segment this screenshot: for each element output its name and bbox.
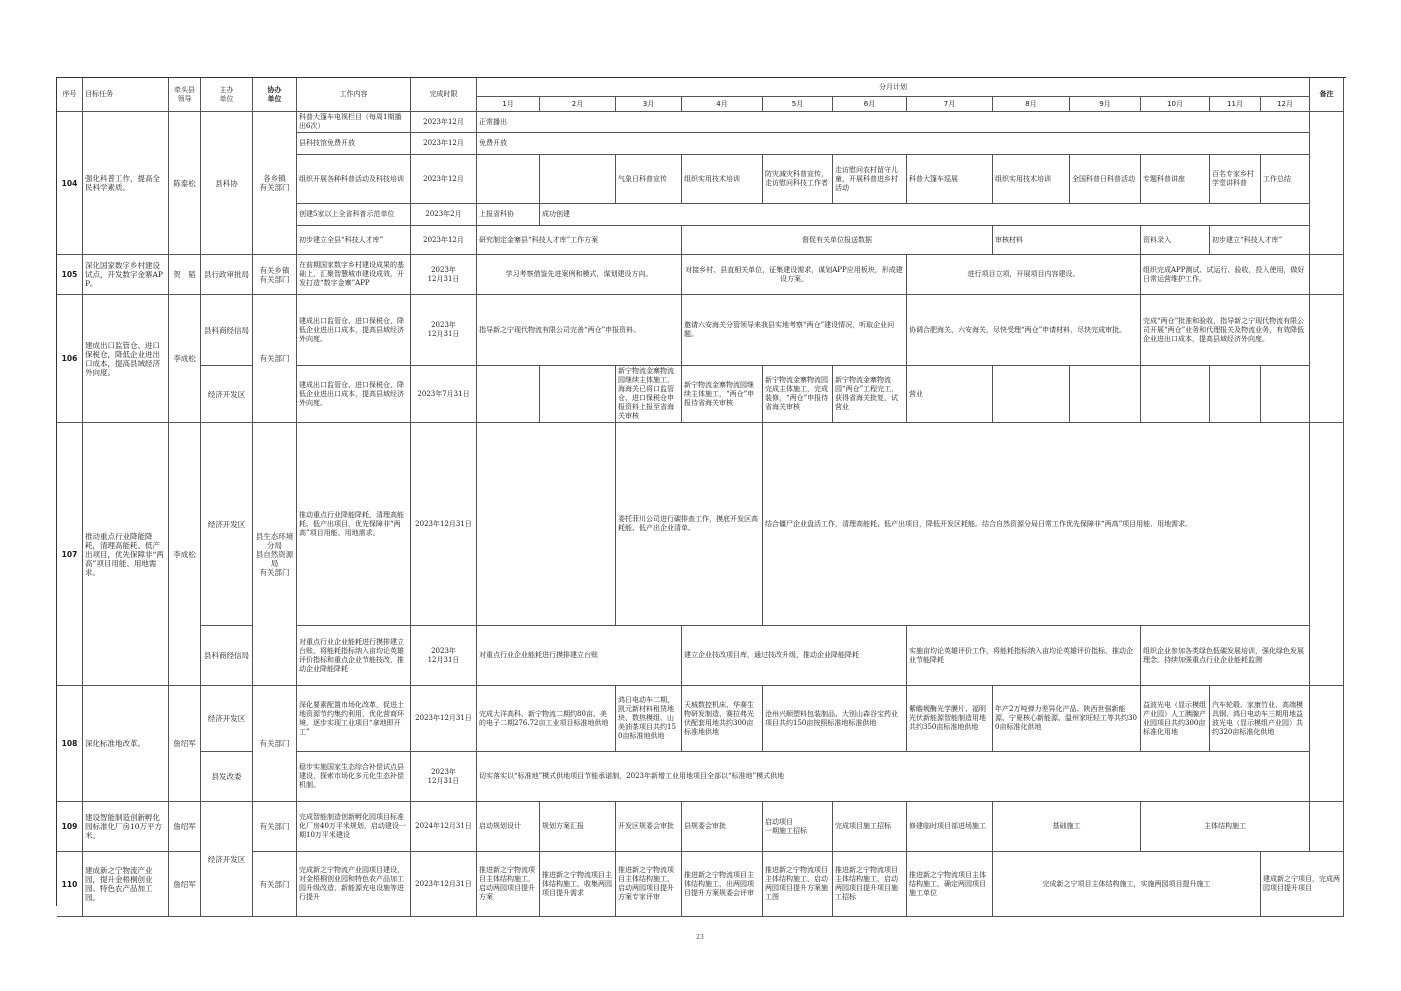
plan-cell: 年产2万吨弹力差异化产品、陕西世强新能源、宁夏核心新能源、温州家旺轻工等共约300亩标准化供地: [993, 686, 1141, 752]
deadline: 2023年12月: [411, 133, 477, 155]
plan-cell: 切实落实以“标准地”模式供地项目节能承诺制，2023年新增工业用地项目全部以“标准地”模式供地: [477, 752, 1310, 802]
deadline: 2024年12月31日: [411, 802, 477, 852]
assist-unit: 有关部门: [253, 686, 297, 802]
plan-cell: 对重点行业企业能耗进行摸排建立台账: [477, 626, 682, 686]
main-unit: 县科商经信局: [201, 295, 253, 366]
main-unit: 县科协: [201, 112, 253, 255]
header-month: 6月: [833, 97, 907, 112]
assist-unit: 有关部门: [253, 852, 297, 917]
plan-cell: 学习考察借鉴先进案例和模式，谋划建设方向。: [477, 255, 682, 295]
main-unit: 经济开发区: [201, 366, 253, 423]
main-unit: 经济开发区: [201, 802, 253, 917]
plan-cell: 推进新之宁物流项目主体结构施工，收集两园项目提升需求: [540, 852, 616, 917]
plan-cell: [993, 366, 1070, 423]
plan-cell: 汽车轮毂、家康竹业、高端模具钢、鸿日电动车三期用地益波光电（显示模组产业园）共约320亩标准化供地: [1210, 686, 1310, 752]
plan-cell: 推进新之宁物流项目主体结构施工，确定两园项目施工单位: [907, 852, 993, 917]
plan-cell: 营业: [907, 366, 993, 423]
remark-cell: [1310, 423, 1344, 686]
plan-cell: 结合僵尸企业盘活工作，清理高能耗、低产出项目，降低开发区耗能。结合自然资源分局日常工作优先保障非“两高”项目用能、用地需求。: [763, 423, 1310, 626]
header-month: 3月: [616, 97, 682, 112]
row-number: 105: [57, 255, 83, 295]
plan-cell: 走访慰问农村留守儿童，开展科普进乡村活动: [833, 155, 907, 204]
remark-cell: [1310, 686, 1344, 802]
header-seq: 序号: [57, 78, 83, 112]
plan-cell: 推进新之宁物流项目主体结构施工，启动两园项目提升项目施工招标: [833, 852, 907, 917]
deadline: 2023年12月31日: [411, 423, 477, 626]
row-number: 108: [57, 686, 83, 802]
plan-cell: 新宁物流金寨物流园“两仓”工程完工，获得省海关批复，试营业: [833, 366, 907, 423]
plan-cell: 益波光电（显示模组产业园）人工胰腺产业园项目共约300亩标准化用地: [1141, 686, 1210, 752]
plan-cell: 上报省科协: [477, 204, 540, 226]
header-lead: 牵头县 领导: [169, 78, 201, 112]
remark-cell: [1310, 802, 1344, 852]
plan-cell: 主体结构施工: [1141, 802, 1310, 852]
plan-cell: 天城数控机床、华赛生物研发制造、赛拉弗光伏配套用地共约300亩标准地供地: [682, 686, 763, 752]
target-task: 建成新之宁物流产业园，提升金梧桐创业园、特色农产品加工园。: [83, 852, 169, 917]
header-month: 8月: [993, 97, 1070, 112]
plan-cell: [540, 366, 616, 423]
task-schedule-table: [56, 77, 1346, 906]
target-task: 深化国家数字乡村建设试点，开发数字金寨APP。: [83, 255, 169, 295]
plan-cell: 新宁物流金寨物流园继续主体施工，海海关已将口监管仓、进口保税仓申报资料上报至省海关审核: [616, 366, 682, 423]
plan-cell: 建立企业技改项目库，通过技改升级，推动企业降能降耗: [682, 626, 907, 686]
plan-cell: 启动项目 一期施工招标: [763, 802, 833, 852]
main-unit: 县行政审批局: [201, 255, 253, 295]
plan-cell: [1070, 366, 1141, 423]
plan-cell: 邀请六安海关分管领导来我县实地考察“两仓”建设情况，听取企业问题。: [682, 295, 907, 366]
plan-cell: 推进新之宁物流项目主体结构施工，启动两园项目提升方案施工图: [763, 852, 833, 917]
row-number: 109: [57, 802, 83, 852]
deadline: 2023年 12月31日: [411, 255, 477, 295]
plan-cell: [540, 155, 616, 204]
target-task: 推动重点行业降能降耗，清理高能耗、低产出项目，优先保障非“两高”项目用能、用地需求。: [83, 423, 169, 686]
plan-cell: [1210, 366, 1261, 423]
plan-cell: 资料录入: [1141, 226, 1210, 255]
deadline: 2023年2月: [411, 204, 477, 226]
plan-cell: 开发区规委会审批: [616, 802, 682, 852]
plan-cell: [1141, 366, 1210, 423]
plan-cell: 气象日科普宣传: [616, 155, 682, 204]
work-content: 初步建立全县“科技人才库”: [297, 226, 411, 255]
assist-unit: 有关乡镇 有关部门: [253, 255, 297, 295]
plan-cell: 成功创建: [540, 204, 1310, 226]
plan-cell: 指导新之宁现代物流有限公司完善“两仓”申报资料。: [477, 295, 682, 366]
plan-cell: 进行项目立项，开展项目内容建设。: [907, 255, 1141, 295]
assist-unit: 有关部门: [253, 802, 297, 852]
assist-unit: 各乡镇 有关部门: [253, 112, 297, 255]
header-remark: 备注: [1310, 78, 1344, 112]
plan-cell: 组织实用技术培训: [993, 155, 1070, 204]
plan-cell: 新宁物流金寨物流园继续主体施工，“两仓”申报待省海关审核: [682, 366, 763, 423]
plan-cell: 督促有关单位报送数据: [682, 226, 993, 255]
plan-cell: 百名专家乡村学堂讲科普: [1210, 155, 1261, 204]
plan-cell: 基础施工: [993, 802, 1141, 852]
header-main: 主办 单位: [201, 78, 253, 112]
header-month: 4月: [682, 97, 763, 112]
plan-cell: 完成“两仓”批准和验收，指导新之宁现代物流有限公司开展“两仓”业务和代理报关及物流业务，有效降低企业进出口成本，提高县域经济外向度。: [1141, 295, 1310, 366]
deadline: 2023年12月31日: [411, 686, 477, 752]
header-month: 9月: [1070, 97, 1141, 112]
lead-leader: 陈泰松: [169, 112, 201, 255]
row-number: 104: [57, 112, 83, 255]
plan-cell: 鸿日电动车二期、凯元新材料租赁地块、数热模组、山美油茶项目共约150亩标准地供地: [616, 686, 682, 752]
plan-cell: [477, 366, 540, 423]
row-number: 106: [57, 295, 83, 423]
header-month: 1月: [477, 97, 540, 112]
page-number: 23: [696, 934, 704, 941]
work-content: 完成新之宁物流产业园项目建设，对金梧桐创业园和特色农产品加工园升级改造，新能源充电设施等进行提升: [297, 852, 411, 917]
plan-cell: 新宁物流金寨物流园完成主体施工，完成装修，“两仓”申报待省海关审核: [763, 366, 833, 423]
header-month: 11月: [1210, 97, 1261, 112]
plan-cell: 工作总结: [1261, 155, 1310, 204]
remark-cell: [1310, 112, 1344, 255]
lead-leader: 李成松: [169, 423, 201, 686]
header-month: 12月: [1261, 97, 1310, 112]
header-month: 7月: [907, 97, 993, 112]
main-unit: 经济开发区: [201, 686, 253, 752]
target-task: 建成出口监管仓、进口保税仓，降低企业进出口成本，提高县域经济外向度。: [83, 295, 169, 423]
work-content: 深化要素配置市场化改革，促进土地资源节约集约利用，优化营商环境，逐步实现工业项目“拿地即开工”: [297, 686, 411, 752]
remark-cell: [1310, 295, 1344, 423]
lead-leader: 詹绍军: [169, 686, 201, 802]
work-content: 对重点行业企业能耗进行摸排建立台账，将能耗指标纳入亩均论英雄评价指标和重点企业节能技改，推动企业降能降耗: [297, 626, 411, 686]
plan-cell: 推进新之宁物流项目主体结构施工，启动两园项目提升方案专家评审: [616, 852, 682, 917]
work-content: 在前期国家数字乡村建设成果的基础上，汇聚智慧城市建设成效，开发打造“数字金寨”APP: [297, 255, 411, 295]
plan-cell: 完成大洋高科、新宁物流二期约80亩、美的电子二期276.72亩工业项目标准地供地: [477, 686, 616, 752]
plan-cell: 建成新之宁项目，完成两园项目提升项目: [1261, 852, 1344, 917]
work-content: 建成出口监管仓、进口保税仓，降低企业进出口成本，提高县域经济外向度。: [297, 295, 411, 366]
plan-cell: 委托菲川公司进行碳排查工作，摸底开发区高耗能、低产出企业清单。: [616, 423, 763, 626]
lead-leader: 詹绍军: [169, 802, 201, 852]
remark-cell: [1310, 255, 1344, 295]
plan-cell: 完成项目施工招标: [833, 802, 907, 852]
work-content: 创建5家以上全省科普示范单位: [297, 204, 411, 226]
plan-cell: 科普大篷车巡展: [907, 155, 993, 204]
plan-cell: 县规委会审批: [682, 802, 763, 852]
plan-cell: 组织完成APP测试、试运行、验收，投入使用，做好日常运营维护工作。: [1141, 255, 1310, 295]
deadline: 2023年12月: [411, 155, 477, 204]
target-task: 深化标准地改革。: [83, 686, 169, 802]
plan-cell: 修建临时项目部进场施工: [907, 802, 993, 852]
header-monthly-plan: 分月计划: [477, 78, 1310, 97]
plan-cell: 全国科普日科普活动: [1070, 155, 1141, 204]
plan-cell: 规划方案汇报: [540, 802, 616, 852]
plan-cell: 启动规划设计: [477, 802, 540, 852]
header-month: 5月: [763, 97, 833, 112]
plan-cell: 推进新之宁物流项目主体结构施工，启动两园项目提升方案: [477, 852, 540, 917]
deadline: 2023年12月: [411, 112, 477, 133]
header-deadline: 完成时限: [411, 78, 477, 112]
main-unit: 县科商经信局: [201, 626, 253, 686]
plan-text: 免费开放: [477, 133, 1310, 155]
plan-cell: 完成新之宁项目主体结构施工，实施两园项目提升施工: [993, 852, 1261, 917]
plan-cell: 推进新之宁物流项目主体结构施工，出两园项目提升方案规委会评审: [682, 852, 763, 917]
plan-cell: 协调合肥海关、六安海关，尽快受理“两仓”申请材料，尽快完成审批。: [907, 295, 1141, 366]
header-content: 工作内容: [297, 78, 411, 112]
row-number: 107: [57, 423, 83, 686]
deadline: 2023年12月31日: [411, 852, 477, 917]
main-unit: 经济开发区: [201, 423, 253, 626]
plan-cell: [1261, 366, 1310, 423]
plan-cell: 实施亩均论英雄评价工作，将能耗指标纳入亩均论英雄评价指标，推动企业节能降耗: [907, 626, 1141, 686]
header-assist: 协办 单位: [253, 78, 297, 112]
plan-cell: 防灾减灾科普宣传，走访慰问科技工作者: [763, 155, 833, 204]
deadline: 2023年 12月31日: [411, 752, 477, 802]
work-content: 县科技馆免费开放: [297, 133, 411, 155]
plan-cell: 审核材料: [993, 226, 1141, 255]
header-month: 10月: [1141, 97, 1210, 112]
assist-unit: 县生态环境分局 县自然资源局 有关部门: [253, 423, 297, 686]
work-content: 完成智能制造创新孵化园项目标准化厂房40万平米规划，启动建设一期10万平米建设: [297, 802, 411, 852]
lead-leader: 贺 韬: [169, 255, 201, 295]
plan-text: 正常播出: [477, 112, 1310, 133]
target-task: 建设智能制造创新孵化园标准化厂房10万平方米。: [83, 802, 169, 852]
assist-unit: 有关部门: [253, 295, 297, 423]
plan-cell: 沧州兴顺塑料包装制品、大别山森谷宝药业项目共约150亩按照标准地标准供地: [763, 686, 907, 752]
target-task: 强化科普工作，提高全民科学素质。: [83, 112, 169, 255]
plan-cell: [477, 423, 616, 626]
plan-cell: 研究制定金寨县“科技人才库”工作方案: [477, 226, 682, 255]
work-content: 建成出口监管仓、进口保税仓，降低企业进出口成本，提高县域经济外向度。: [297, 366, 411, 423]
plan-cell: 对接乡村、县直相关单位，征集建设需求，谋划APP应用板块，形成建设方案。: [682, 255, 907, 295]
deadline: 2023年 12月31日: [411, 626, 477, 686]
deadline: 2023年7月31日: [411, 366, 477, 423]
lead-leader: 詹绍军: [169, 852, 201, 917]
plan-cell: [477, 155, 540, 204]
work-content: 组织开展各种科普活动及科技培训: [297, 155, 411, 204]
deadline: 2023年12月: [411, 226, 477, 255]
main-unit: 县发改委: [201, 752, 253, 802]
work-content: 稳步实施国家生态综合补偿试点县建设，探索市场化多元化生态补偿机制。: [297, 752, 411, 802]
deadline: 2023年 12月31日: [411, 295, 477, 366]
work-content: 科普大篷车电视栏目（每周1期播出6次）: [297, 112, 411, 133]
plan-cell: 组织企业参加各类绿色低碳发展培训，强化绿色发展理念。持续加强重点行业企业能耗监测: [1141, 626, 1310, 686]
header-month: 2月: [540, 97, 616, 112]
header-task: 目标任务: [83, 78, 169, 112]
lead-leader: 李成松: [169, 295, 201, 423]
row-number: 110: [57, 852, 83, 917]
plan-cell: 专题科普讲座: [1141, 155, 1210, 204]
plan-cell: 组织实用技术培训: [682, 155, 763, 204]
plan-cell: 紫瞻觌酶光学膜片、福明光伏新能源智能制造用地共约350亩标准地供地: [907, 686, 993, 752]
work-content: 推动重点行业降能降耗，清理高能耗、低产出项目，优先保障非“两高”项目用能、用地需求。: [297, 423, 411, 626]
plan-cell: 初步建立“科技人才库”: [1210, 226, 1310, 255]
